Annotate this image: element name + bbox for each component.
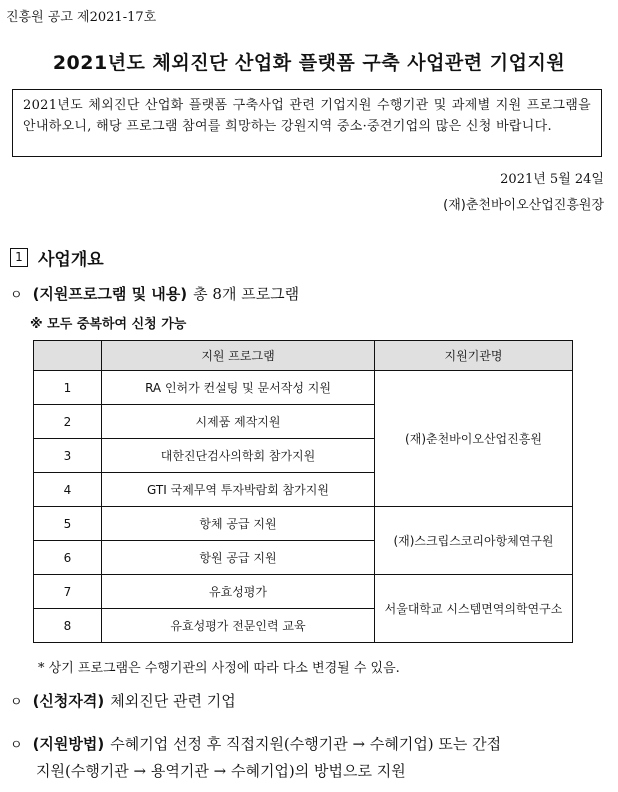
notice-date: 2021년 5월 24일 bbox=[500, 172, 604, 187]
table-header-row bbox=[34, 341, 573, 371]
agency-name: (재)춘천바이오산업진흥원 bbox=[375, 371, 573, 507]
agency-name: (재)스크립스코리아항체연구원 bbox=[375, 507, 573, 575]
issuer: (재)춘천바이오산업진흥원장 bbox=[443, 198, 604, 213]
program-name: 대한진단검사의학회 참가지원 bbox=[102, 439, 375, 473]
eligibility-label: (신청자격) bbox=[32, 692, 105, 710]
program-name: GTI 국제무역 투자박람회 참가지원 bbox=[102, 473, 375, 507]
method-label: (지원방법) bbox=[32, 735, 105, 753]
table-header-agency: 지원기관명 bbox=[375, 341, 573, 371]
bullet-mark: ㅇ bbox=[10, 288, 23, 303]
section-number: 1 bbox=[10, 248, 28, 267]
row-number: 6 bbox=[34, 541, 102, 575]
bullet-mark: ㅇ bbox=[10, 738, 23, 753]
program-name: 유효성평가 bbox=[102, 575, 375, 609]
row-number: 4 bbox=[34, 473, 102, 507]
table-row bbox=[34, 371, 573, 405]
method-text: 수혜기업 선정 후 직접지원(수행기관 → 수혜기업) 또는 간접 bbox=[110, 735, 502, 753]
row-number: 7 bbox=[34, 575, 102, 609]
intro-box: 2021년도 체외진단 산업화 플랫폼 구축사업 관련 기업지원 수행기관 및 과제별 지원 프로그램을 안내하오니, 해당 프로그램 참여를 희망하는 강원지역 중소·중견기업의 많은 신청 바랍니다. bbox=[12, 89, 602, 157]
section-heading bbox=[10, 245, 104, 270]
support-program-text: 총 8개 프로그램 bbox=[193, 285, 300, 303]
notice-number: 진흥원 공고 제2021-17호 bbox=[6, 10, 157, 25]
support-program-line bbox=[10, 283, 299, 304]
section-title: 사업개요 bbox=[38, 250, 104, 270]
row-number: 2 bbox=[34, 405, 102, 439]
program-name: 항원 공급 지원 bbox=[102, 541, 375, 575]
page-title: 2021년도 체외진단 산업화 플랫폼 구축 사업관련 기업지원 bbox=[52, 52, 566, 74]
support-program-label: (지원프로그램 및 내용) bbox=[32, 285, 188, 303]
row-number: 3 bbox=[34, 439, 102, 473]
row-number: 5 bbox=[34, 507, 102, 541]
table-footnote: * 상기 프로그램은 수행기관의 사정에 따라 다소 변경될 수 있음. bbox=[38, 661, 400, 676]
eligibility-text: 체외진단 관련 기업 bbox=[110, 692, 236, 710]
eligibility-line bbox=[10, 690, 236, 711]
program-table bbox=[33, 340, 573, 643]
row-number: 8 bbox=[34, 609, 102, 643]
table-row bbox=[34, 507, 573, 541]
table-row bbox=[34, 575, 573, 609]
bullet-mark: ㅇ bbox=[10, 695, 23, 710]
row-number: 1 bbox=[34, 371, 102, 405]
program-name: 항체 공급 지원 bbox=[102, 507, 375, 541]
table-header-program: 지원 프로그램 bbox=[102, 341, 375, 371]
method-text-continued: 지원(수행기관 → 용역기관 → 수혜기업)의 방법으로 지원 bbox=[36, 762, 406, 780]
method-line bbox=[10, 733, 501, 754]
agency-name: 서울대학교 시스템면역의학연구소 bbox=[375, 575, 573, 643]
duplicate-note: ※ 모두 중복하여 신청 가능 bbox=[30, 317, 187, 332]
program-name: 시제품 제작지원 bbox=[102, 405, 375, 439]
program-name: 유효성평가 전문인력 교육 bbox=[102, 609, 375, 643]
table-header-no bbox=[34, 341, 102, 371]
program-name: RA 인허가 컨설팅 및 문서작성 지원 bbox=[102, 371, 375, 405]
